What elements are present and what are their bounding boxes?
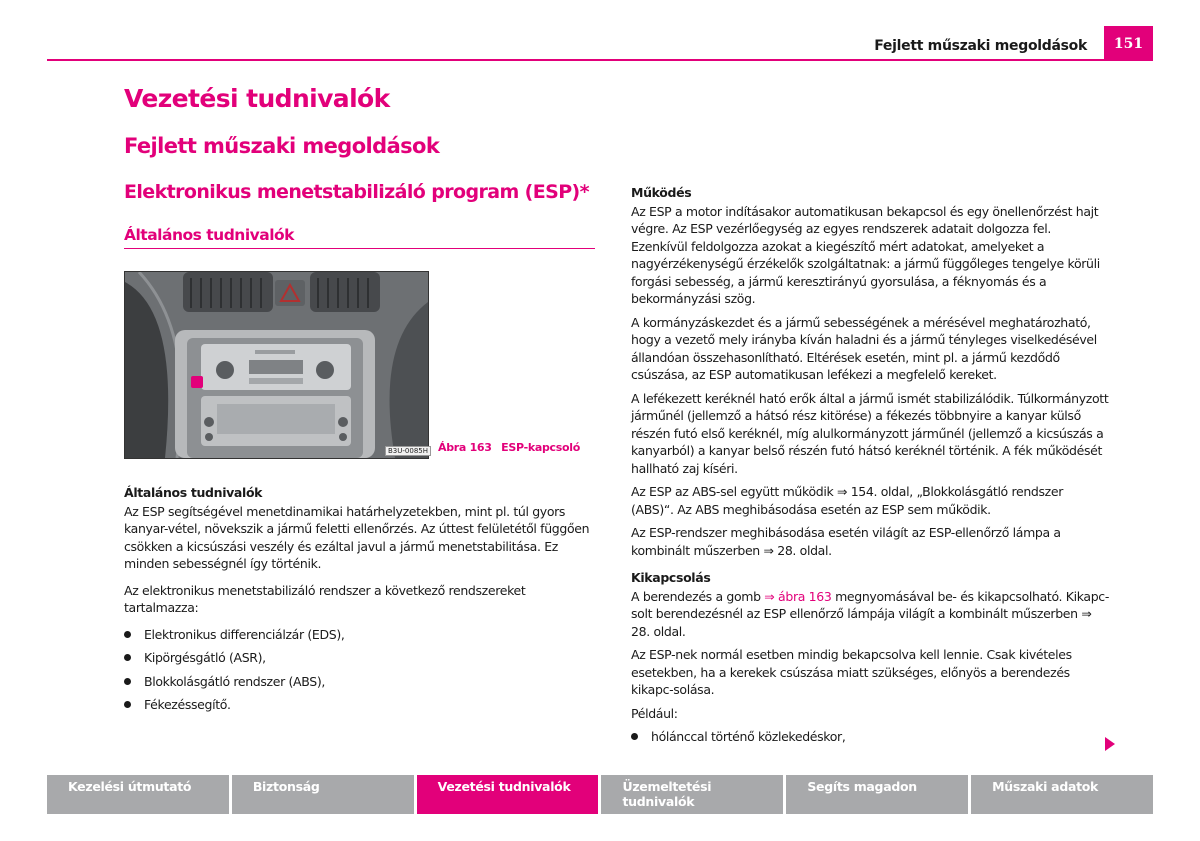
- right-column: [631, 184, 1109, 752]
- topic-title: Általános tudnivalók: [124, 226, 294, 244]
- right-paragraph-4: Az ESP az ABS-sel együtt működik ⇒ 154. oldal, „Blokkolásgátló rendszer (ABS)“. Az ABS meghibásodása esetén az ESP sem működik.: [631, 484, 1063, 517]
- list-item-text: Kipörgésgátló (ASR),: [144, 650, 266, 665]
- right-paragraph-5: Az ESP-rendszer meghibásodása esetén világít az ESP-ellenőrző lámpa a kombinált műszerben ⇒ 28. oldal.: [631, 525, 1061, 558]
- right-paragraph-3: A lefékezett keréknél ható erők által a jármű ismét stabilizálódik. Túlkormányzott járműnél (jellemző a hátsó rész kitörése) a fékezés többnyire a kanyar külső részén futó első keréknél, míg alulkormányzott járműnél (jellemző a kicsúszás a kanyarból) a kanyar belső részén futó hátsó keréknél történik. A fék működését hallható zaj kíséri.: [631, 390, 1109, 476]
- list-item-text: Elektronikus differenciálzár (EDS),: [144, 626, 345, 642]
- list-item-text: hólánccal történő közlekedéskor,: [651, 729, 846, 744]
- tab-kezelesi-utmutato[interactable]: Kezelési útmutató: [47, 775, 229, 814]
- list-item: [124, 626, 596, 644]
- mukodes-subhead: Működés: [631, 185, 692, 200]
- tab-segits-magadon[interactable]: Segíts magadon: [786, 775, 968, 814]
- header-rule: [47, 59, 1153, 61]
- dashboard-illustration: [125, 272, 428, 458]
- list-item: [124, 673, 596, 691]
- right-paragraph-7: Az ESP-nek normál esetben mindig bekapcsolva kell lennie. Csak kivételes esetekben, ha a kerekek csúszása miatt szükséges, előnyös a berendezés kikapc-solása.: [631, 647, 1072, 697]
- subsection-title: Elektronikus menetstabilizáló program (ESP)*: [124, 181, 589, 203]
- running-head: Fejlett műszaki megoldások: [874, 38, 1087, 54]
- figure-caption-label: Ábra 163: [438, 441, 492, 454]
- list-item: [124, 696, 596, 714]
- p6-text-end: megnyomásával be- és kikapcsolható. Kikapc-solt berendezésnél az ESP ellenőrző lámpája világít a kombinált műszerben ⇒ 28. oldal.: [631, 588, 1109, 639]
- tab-uzemeltetesi-tudnivalok[interactable]: Üzemeltetési tudnivalók: [601, 775, 783, 814]
- left-column: [124, 484, 596, 720]
- bullet-dot: [631, 733, 638, 740]
- esp-switch-figure: [124, 271, 429, 459]
- chapter-title: Vezetési tudnivalók: [124, 84, 390, 113]
- figure-code: B3U-0085H: [385, 446, 431, 456]
- left-paragraph-2: Az elektronikus menetstabilizáló rendszer a következő rendszereket tartalmazza:: [124, 582, 526, 615]
- list-item-text: Fékezéssegítő.: [144, 697, 231, 712]
- kikapcsolas-subhead: Kikapcsolás: [631, 570, 711, 585]
- right-paragraph-2: A kormányzáskezdet és a jármű sebességének a mérésével meghatározható, hogy a vezető mely irányba kíván haladni és a jármű tényleges viselkedésével állandóan összehasonlítható. Eltérések esetén, mint pl. a jármű kezdődő csúszása, az ESP automatikusan lefékezi a megfelelő kereket.: [631, 314, 1097, 382]
- list-item-text: Blokkolásgátló rendszer (ABS),: [144, 673, 325, 689]
- right-paragraph-6: [631, 588, 1109, 641]
- tab-vezetesi-tudnivalok[interactable]: Vezetési tudnivalók: [417, 775, 599, 814]
- p6-text-start: A berendezés a gomb: [631, 588, 765, 604]
- chapter-nav: [47, 775, 1153, 814]
- tab-muszaki-adatok[interactable]: Műszaki adatok: [971, 775, 1153, 814]
- topic-rule: [124, 248, 595, 249]
- figure-reference-link[interactable]: ⇒ ábra 163: [764, 588, 832, 604]
- list-item: [631, 728, 1109, 746]
- example-list: [631, 728, 1109, 746]
- right-paragraph-8: Például:: [631, 705, 678, 721]
- list-item: [124, 649, 596, 667]
- bullet-dot: [124, 678, 131, 685]
- system-list: [124, 626, 596, 714]
- section-title: Fejlett műszaki megoldások: [124, 134, 440, 158]
- tab-biztonsag[interactable]: Biztonság: [232, 775, 414, 814]
- bullet-dot: [124, 631, 131, 638]
- page-number: 151: [1104, 26, 1153, 61]
- bullet-dot: [124, 701, 131, 708]
- figure-caption: [438, 441, 586, 454]
- continue-arrow-icon: [1105, 737, 1115, 751]
- figure-caption-text: ESP-kapcsoló: [501, 441, 581, 454]
- bullet-dot: [124, 654, 131, 661]
- left-paragraph-1: Az ESP segítségével menetdinamikai határhelyzetekben, mint pl. túl gyors kanyar-vétel, növekszik a jármű feletti ellenőrzés. Az úttest felületétől függően csökken a kicsúszási veszély és ezáltal javul a jármű menetstabilitása. Ez minden sebességnél így történik.: [124, 503, 590, 571]
- right-paragraph-1: Az ESP a motor indításakor automatikusan bekapcsol és egy önellenőrzést hajt végre. Az ESP vezérlőegység az egyes rendszerek adatait dolgozza fel. Ezenkívül feldolgozza azokat a kiegészítő mért adatokat, amelyeket a nagyérzékenységű érzékelők szolgáltatnak: a jármű függőleges tengelye körüli forgási sebesség, a jármű keresztirányú gyorsulása, a féknyomás és a bekormányzási szög.: [631, 203, 1100, 306]
- left-subhead: Általános tudnivalók: [124, 485, 263, 500]
